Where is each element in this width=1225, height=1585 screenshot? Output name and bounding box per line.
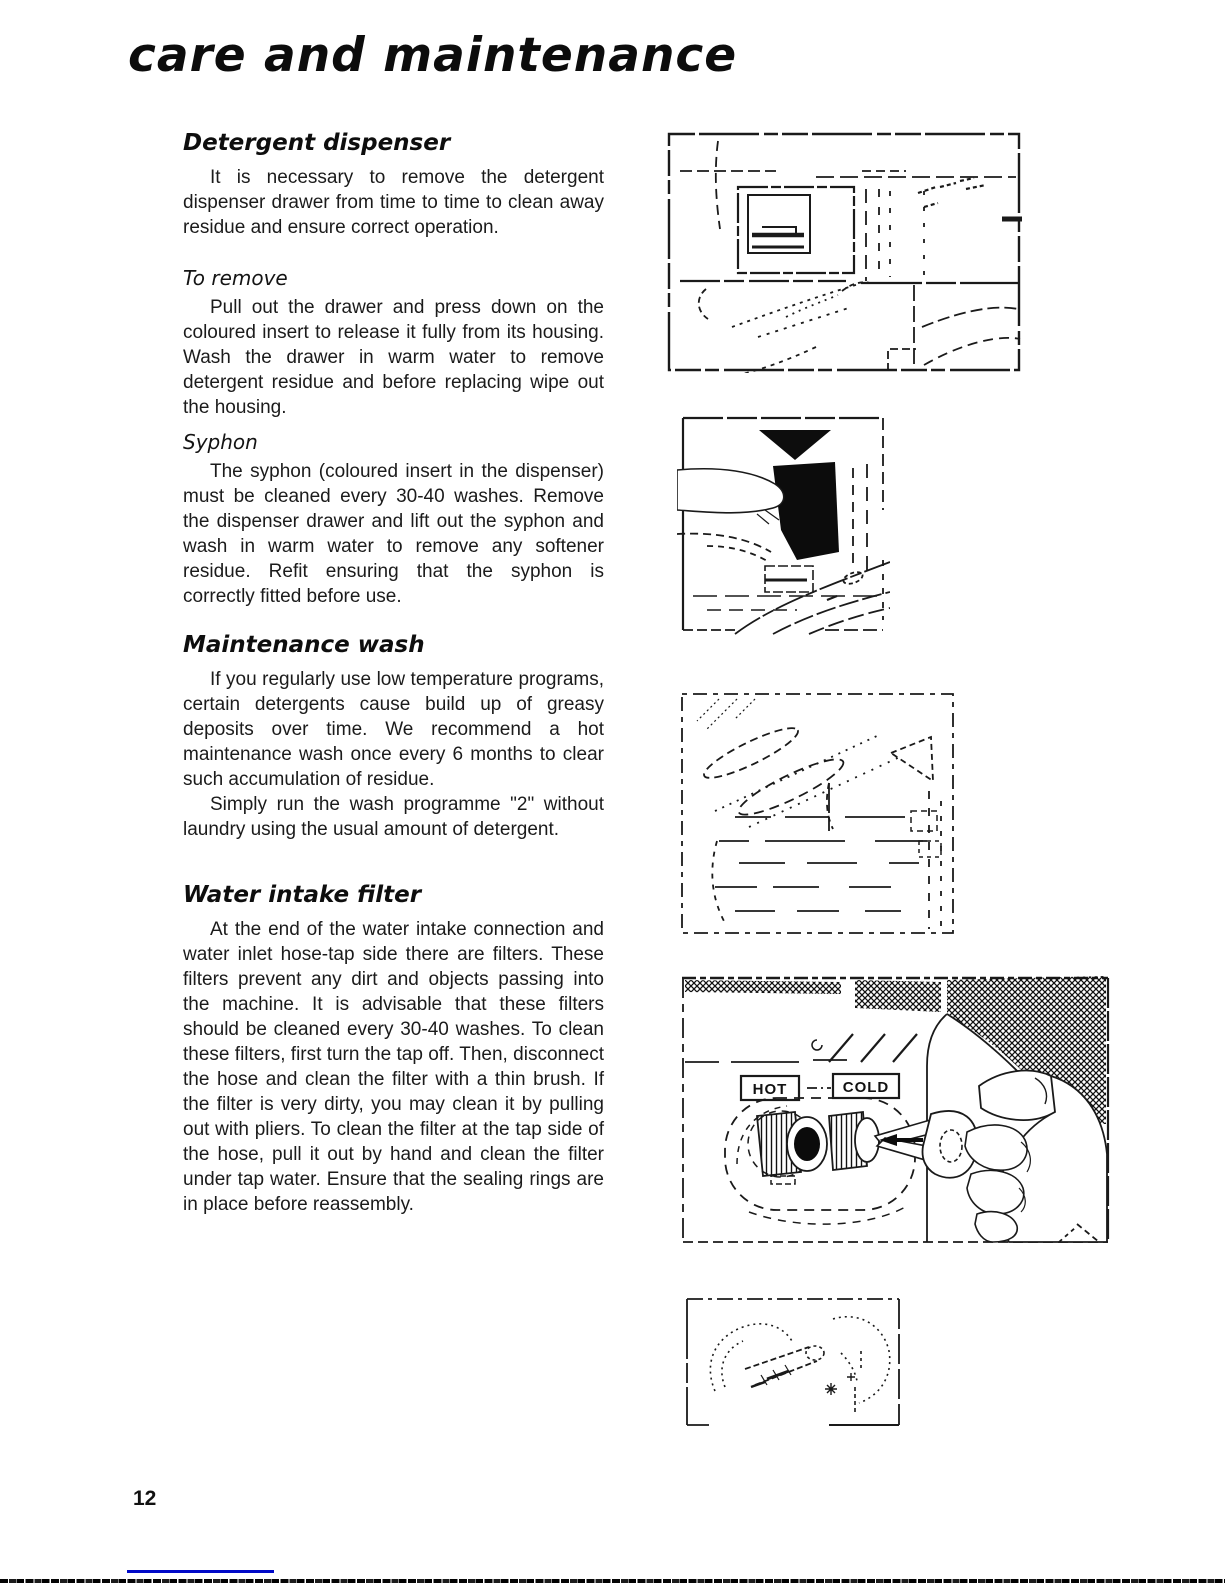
figure-dispenser-drawer bbox=[666, 131, 1022, 373]
paragraph: Pull out the drawer and press down on the coloured insert to release it fully from its housing. Wash the drawer in warm water to remove detergent residue and before replacing wipe out the housing. bbox=[183, 297, 604, 418]
section-maintenance-wash bbox=[183, 632, 604, 842]
paragraph: The syphon (coloured insert in the dispenser) must be cleaned every 30-40 washes. Remove the dispenser drawer and lift out the syphon and wash in warm water to remove any softener residue. Refit ensuring that the syphon is correctly fitted before use. bbox=[183, 461, 604, 607]
figure-tap-filter bbox=[681, 1291, 906, 1433]
inlet-filters-illustration bbox=[679, 974, 1111, 1245]
section-to-remove bbox=[183, 266, 604, 420]
footer-blue-line bbox=[127, 1570, 274, 1573]
cold-label: COLD bbox=[842, 1079, 890, 1096]
paragraph: It is necessary to remove the detergent dispenser drawer from time to time to clean away residue and ensure correct operation. bbox=[183, 167, 604, 238]
figure-lift-syphon bbox=[679, 691, 956, 936]
section-heading-syphon: Syphon bbox=[183, 430, 258, 454]
paragraph: If you regularly use low temperature programs, certain detergents cause build up of greasy deposits over time. We recommend a hot maintenance wash once every 6 months to clear such accumulation of residue. bbox=[183, 669, 604, 790]
section-syphon bbox=[183, 430, 604, 609]
paragraph: Simply run the wash programme "2" without laundry using the usual amount of detergent. bbox=[183, 794, 604, 840]
arrow-down-icon bbox=[759, 430, 831, 460]
section-heading-detergent-dispenser: Detergent dispenser bbox=[183, 130, 451, 156]
tap-filter-illustration bbox=[681, 1291, 906, 1433]
figure-press-insert bbox=[677, 410, 890, 635]
paragraph: At the end of the water intake connection and water inlet hose-tap side there are filters. These filters prevent any dirt and objects passing into the machine. It is advisable that these filters should be cleaned every 30-40 washes. To clean these filters, first turn the tap off. Then, disconnect the hose and clean the filter with a thin brush. If the filter is very dirty, you may clean it by pulling out with pliers. To clean the filter at the tap side of the hose, pull it out by hand and clean the filter under tap water. Ensure that the sealing rings are in place before reassembly. bbox=[183, 919, 604, 1215]
page-title: care and maintenance bbox=[128, 28, 738, 83]
section-heading-to-remove: To remove bbox=[183, 266, 288, 290]
press-insert-illustration bbox=[677, 410, 890, 635]
figure-inlet-filters bbox=[679, 974, 1111, 1245]
hot-label: HOT bbox=[752, 1081, 788, 1098]
dispenser-drawer-illustration bbox=[666, 131, 1022, 373]
section-heading-water-intake-filter: Water intake filter bbox=[183, 882, 422, 908]
lift-syphon-illustration bbox=[679, 691, 956, 936]
section-water-intake-filter bbox=[183, 882, 604, 1217]
page-bottom-edge bbox=[0, 1579, 1225, 1583]
section-heading-maintenance-wash: Maintenance wash bbox=[183, 632, 425, 658]
page-number: 12 bbox=[133, 1487, 157, 1510]
section-detergent-dispenser bbox=[183, 130, 604, 240]
